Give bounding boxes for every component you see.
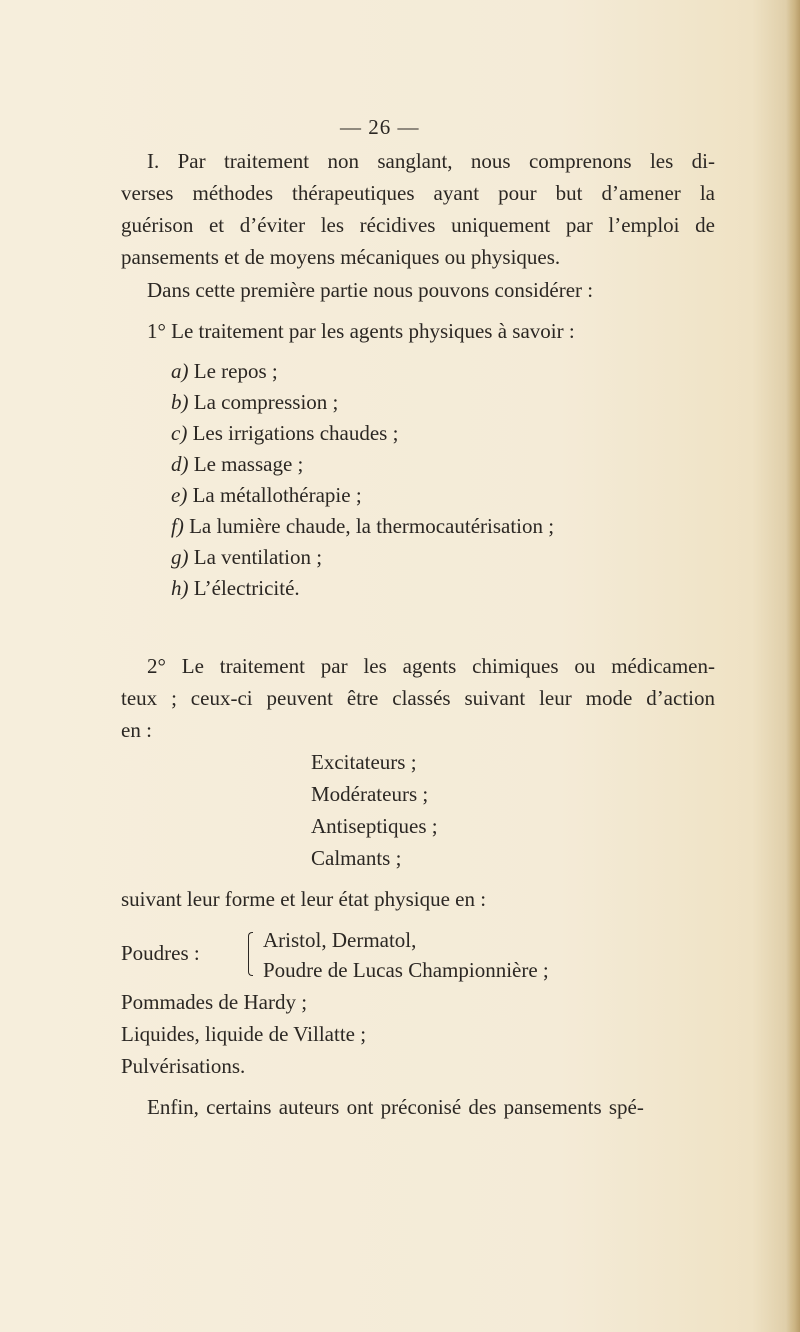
list-item: d) Le massage ; [171,452,304,476]
list-item: Liquides, liquide de Villatte ; [121,1022,367,1046]
list-item: Pulvérisations. [121,1054,246,1078]
list-item: h) L’électricité. [171,576,300,600]
brace-symbol [248,932,253,976]
list-item: Excitateurs ; [311,750,417,774]
list-item: c) Les irrigations chaudes ; [171,421,399,445]
intro-line-2: verses méthodes thérapeutiques ayant pour but d’amener la [121,181,715,205]
section-2-line-1: 2° Le traitement par les agents chimiques ou médicamen- [147,654,715,678]
section-2-line-3: en : [121,718,152,742]
intro-line-1: I. Par traitement non sanglant, nous comprenons les di- [147,149,715,173]
section-1-heading: 1° Le traitement par les agents physiques à savoir : [147,319,575,343]
page-edge-shadow [786,0,800,1332]
list-item: Antiseptiques ; [311,814,438,838]
list-item: b) La compression ; [171,390,339,414]
closing-line: Enfin, certains auteurs ont préconisé des pansements spé- [147,1095,644,1119]
list-item: e) La métallothérapie ; [171,483,362,507]
section-2-line-2: teux ; ceux-ci peuvent être classés suivant leur mode d’action [121,686,715,710]
intro-line-3: guérison et d’éviter les récidives uniquement par l’emploi de [121,213,715,237]
list-item: f) La lumière chaude, la thermocautérisation ; [171,514,555,538]
list-item: a) Le repos ; [171,359,278,383]
powder-item: Poudre de Lucas Championnière ; [263,958,549,982]
list-item: Pommades de Hardy ; [121,990,308,1014]
page-number: — 26 — [340,115,420,139]
list-item: g) La ventilation ; [171,545,323,569]
list-item: Modérateurs ; [311,782,429,806]
intro-line-4: pansements et de moyens mécaniques ou physiques. [121,245,561,269]
powder-item: Aristol, Dermatol, [263,928,417,952]
list-item: Calmants ; [311,846,402,870]
form-intro-line: suivant leur forme et leur état physique en : [121,887,487,911]
powders-label: Poudres : [121,941,200,965]
consider-line: Dans cette première partie nous pouvons considérer : [147,278,594,302]
